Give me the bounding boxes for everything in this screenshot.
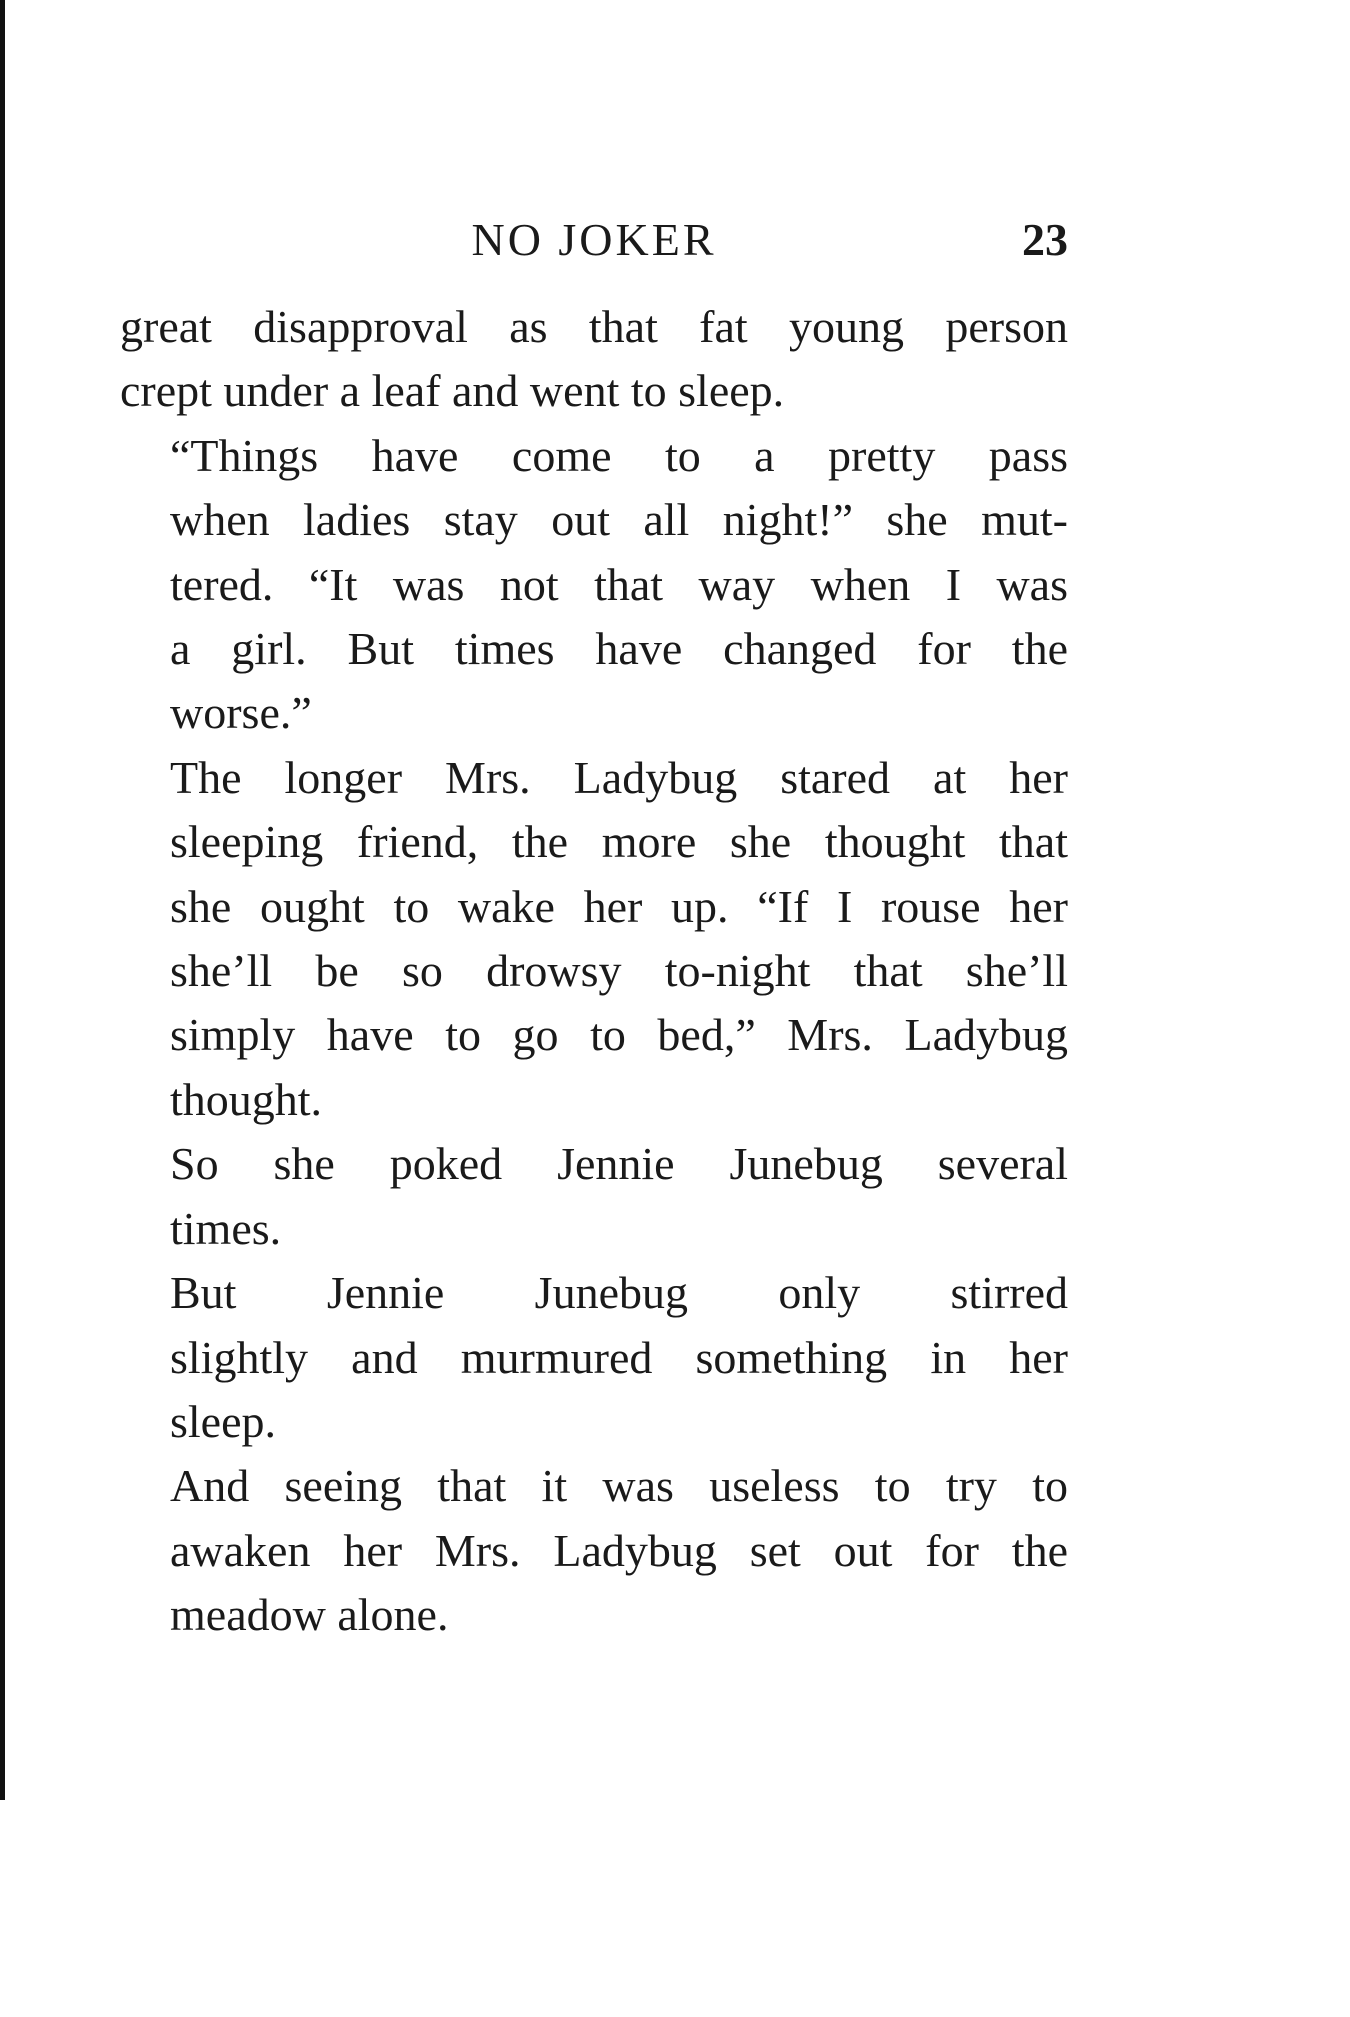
text-line: a girl. But times have changed for the (170, 623, 1068, 675)
text-line: she’ll be so drowsy to-night that she’ll (170, 945, 1068, 997)
text-line: awaken her Mrs. Ladybug set out for the (170, 1524, 1068, 1576)
paragraph (120, 1261, 1068, 1454)
paragraph (120, 1454, 1068, 1647)
page-header (120, 215, 1068, 275)
text-line: worse.” (170, 687, 312, 739)
running-head: NO JOKER (471, 214, 717, 265)
text-line: sleeping friend, the more she thought that (170, 816, 1068, 868)
text-line: So she poked Jennie Junebug several (170, 1138, 1068, 1190)
body-text (120, 295, 1068, 1648)
text-line: thought. (170, 1073, 323, 1125)
text-line: times. (170, 1202, 282, 1254)
text-line: And seeing that it was useless to try to (170, 1460, 1068, 1512)
text-line: simply have to go to bed,” Mrs. Ladybug (170, 1009, 1068, 1061)
text-line: “Things have come to a pretty pass (170, 429, 1068, 481)
text-line: meadow alone. (170, 1589, 449, 1641)
text-line: great disapproval as that fat young person (120, 301, 1068, 352)
page-number: 23 (1022, 214, 1068, 265)
paragraph (120, 1132, 1068, 1261)
page-edge-rule (0, 0, 5, 1800)
text-line: The longer Mrs. Ladybug stared at her (170, 751, 1068, 803)
text-line: sleep. (170, 1395, 277, 1447)
text-line: slightly and murmured something in her (170, 1331, 1068, 1383)
paragraph (120, 295, 1068, 424)
paragraph (120, 746, 1068, 1132)
text-line: crept under a leaf and went to sleep. (120, 365, 785, 417)
paragraph (120, 424, 1068, 746)
text-line: when ladies stay out all night!” she mut- (170, 494, 1068, 546)
text-line: she ought to wake her up. “If I rouse her (170, 880, 1068, 932)
text-line: But Jennie Junebug only stirred (170, 1267, 1068, 1319)
text-line: tered. “It was not that way when I was (170, 558, 1068, 610)
